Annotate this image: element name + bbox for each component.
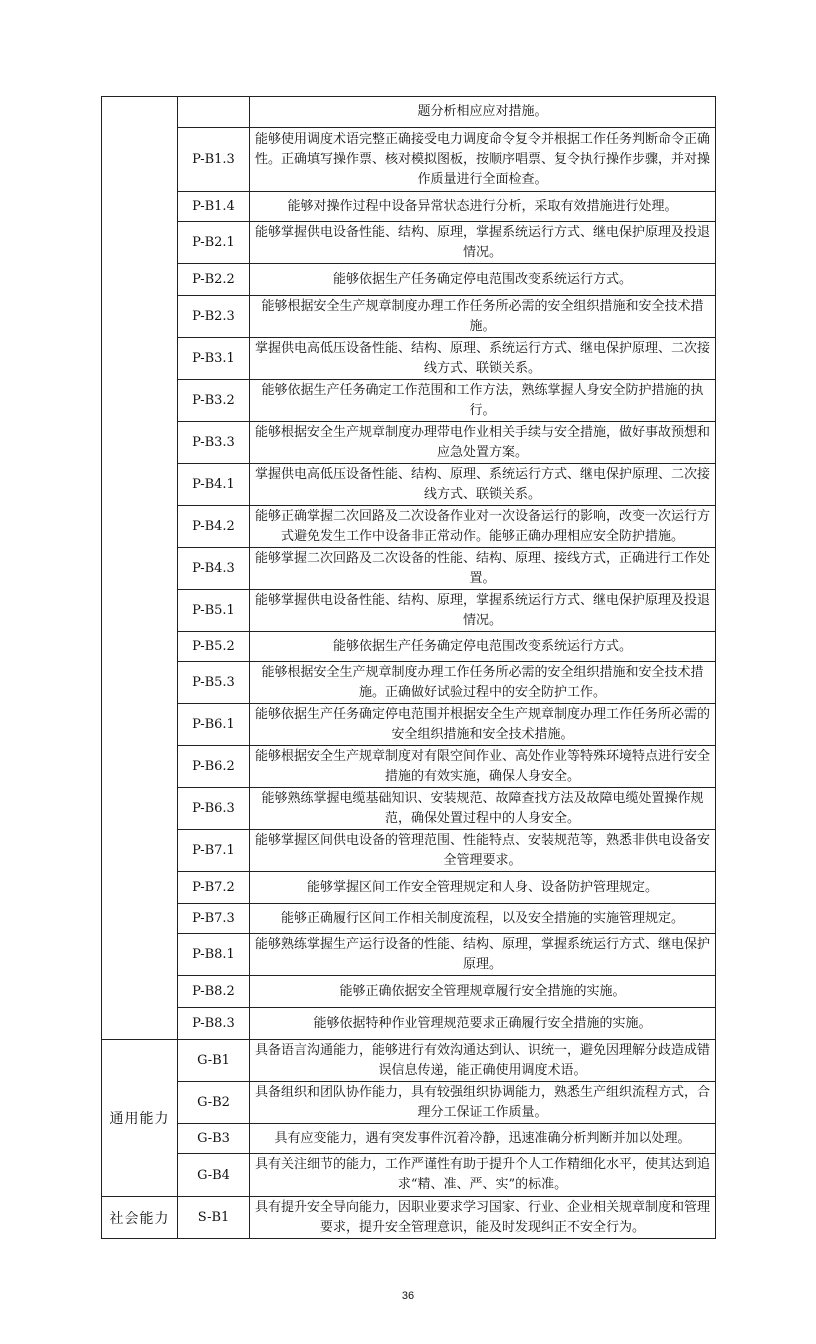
row-code: P-B7.3	[178, 904, 250, 934]
row-description: 能够依据生产任务确定停电范围改变系统运行方式。	[250, 632, 716, 662]
row-description: 能够根据安全生产规章制度办理工作任务所必需的安全组织措施和安全技术措施。	[250, 296, 716, 338]
table-row	[102, 296, 716, 338]
row-description: 能够使用调度术语完整正确接受电力调度命令复令并根据工作任务判断命令正确性。正确填写操作票、核对模拟图板，按顺序唱票、复令执行操作步骤，并对操作质量进行全面检查。	[250, 128, 716, 192]
table-row	[102, 548, 716, 590]
row-description: 具备语言沟通能力，能够进行有效沟通达到认、识统一，避免因理解分歧造成错误信息传递，能正确使用调度术语。	[250, 1040, 716, 1082]
row-code: P-B2.3	[178, 296, 250, 338]
row-code: P-B3.1	[178, 338, 250, 380]
row-description: 能够掌握区间供电设备的管理范围、性能特点、安装规范等，熟悉非供电设备安全管理要求。	[250, 830, 716, 872]
row-code: P-B8.2	[178, 976, 250, 1008]
table-row	[102, 632, 716, 662]
category-cell-professional	[102, 97, 178, 1040]
row-description: 能够根据安全生产规章制度办理带电作业相关手续与安全措施，做好事故预想和应急处置方案。	[250, 422, 716, 464]
table-row	[102, 192, 716, 222]
row-description: 具有提升安全导向能力，因职业要求学习国家、行业、企业相关规章制度和管理要求，提升安全管理意识，能及时发现纠正不安全行为。	[250, 1197, 716, 1239]
table-row	[102, 128, 716, 192]
table-row	[102, 464, 716, 506]
row-code: P-B8.3	[178, 1008, 250, 1040]
row-description: 能够依据生产任务确定停电范围改变系统运行方式。	[250, 264, 716, 296]
row-description: 能够掌握供电设备性能、结构、原理，掌握系统运行方式、继电保护原理及投退情况。	[250, 590, 716, 632]
row-description: 能够根据安全生产规章制度办理工作任务所必需的安全组织措施和安全技术措施。正确做好试验过程中的安全防护工作。	[250, 662, 716, 704]
table-row	[102, 662, 716, 704]
row-code: G-B1	[178, 1040, 250, 1082]
row-code: P-B1.4	[178, 192, 250, 222]
table-row	[102, 1008, 716, 1040]
row-description: 具有关注细节的能力，工作严谨性有助于提升个人工作精细化水平，使其达到追求“精、准、严、实”的标准。	[250, 1154, 716, 1197]
table-row	[102, 222, 716, 264]
table-row	[102, 788, 716, 830]
row-code: P-B7.2	[178, 872, 250, 904]
row-code: P-B1.3	[178, 128, 250, 192]
page-number: 36	[401, 1290, 415, 1302]
table-row	[102, 422, 716, 464]
row-code: P-B3.3	[178, 422, 250, 464]
row-code: P-B5.3	[178, 662, 250, 704]
table-row	[102, 704, 716, 746]
row-code: P-B6.2	[178, 746, 250, 788]
row-code: P-B4.1	[178, 464, 250, 506]
row-code: P-B2.1	[178, 222, 250, 264]
row-code: P-B6.3	[178, 788, 250, 830]
row-code: S-B1	[178, 1197, 250, 1239]
category-cell-social: 社会能力	[102, 1197, 178, 1239]
table-row	[102, 1154, 716, 1197]
table-row	[102, 904, 716, 934]
category-cell-general: 通用能力	[102, 1040, 178, 1197]
row-description: 能够掌握区间工作安全管理规定和人身、设备防护管理规定。	[250, 872, 716, 904]
row-description: 能够正确依据安全管理规章履行安全措施的实施。	[250, 976, 716, 1008]
row-code	[178, 97, 250, 128]
table-row	[102, 976, 716, 1008]
row-description: 能够正确掌握二次回路及二次设备作业对一次设备运行的影响，改变一次运行方式避免发生工作中设备非正常动作。能够正确办理相应安全防护措施。	[250, 506, 716, 548]
table-row	[102, 97, 716, 128]
row-description: 能够依据特种作业管理规范要求正确履行安全措施的实施。	[250, 1008, 716, 1040]
row-description: 掌握供电高低压设备性能、结构、原理、系统运行方式、继电保护原理、二次接线方式、联锁关系。	[250, 464, 716, 506]
row-code: G-B4	[178, 1154, 250, 1197]
row-code: P-B3.2	[178, 380, 250, 422]
row-code: P-B2.2	[178, 264, 250, 296]
table-row	[102, 934, 716, 976]
row-code: P-B7.1	[178, 830, 250, 872]
table-row	[102, 830, 716, 872]
table-row	[102, 590, 716, 632]
row-code: P-B5.2	[178, 632, 250, 662]
row-description: 能够熟练掌握电缆基础知识、安装规范、故障查找方法及故障电缆处置操作规范，确保处置过程中的人身安全。	[250, 788, 716, 830]
row-code: P-B4.2	[178, 506, 250, 548]
table-row	[102, 380, 716, 422]
row-description: 能够对操作过程中设备异常状态进行分析，采取有效措施进行处理。	[250, 192, 716, 222]
row-code: G-B2	[178, 1082, 250, 1124]
table-row	[102, 506, 716, 548]
row-description: 能够根据安全生产规章制度对有限空间作业、高处作业等特殊环境特点进行安全措施的有效实施，确保人身安全。	[250, 746, 716, 788]
row-description: 题分析相应应对措施。	[250, 97, 716, 128]
row-description: 能够正确履行区间工作相关制度流程，以及安全措施的实施管理规定。	[250, 904, 716, 934]
table-row	[102, 872, 716, 904]
row-code: P-B4.3	[178, 548, 250, 590]
row-description: 掌握供电高低压设备性能、结构、原理、系统运行方式、继电保护原理、二次接线方式、联锁关系。	[250, 338, 716, 380]
table-row	[102, 1082, 716, 1124]
table-row	[102, 746, 716, 788]
row-description: 具有应变能力，遇有突发事件沉着冷静，迅速准确分析判断并加以处理。	[250, 1124, 716, 1154]
row-code: P-B8.1	[178, 934, 250, 976]
row-description: 具备组织和团队协作能力，具有较强组织协调能力，熟悉生产组织流程方式，合理分工保证工作质量。	[250, 1082, 716, 1124]
row-description: 能够依据生产任务确定工作范围和工作方法，熟练掌握人身安全防护措施的执行。	[250, 380, 716, 422]
row-description: 能够掌握供电设备性能、结构、原理，掌握系统运行方式、继电保护原理及投退情况。	[250, 222, 716, 264]
table-row	[102, 338, 716, 380]
row-description: 能够熟练掌握生产运行设备的性能、结构、原理，掌握系统运行方式、继电保护原理。	[250, 934, 716, 976]
ability-table	[101, 96, 716, 1239]
row-code: P-B6.1	[178, 704, 250, 746]
row-description: 能够依据生产任务确定停电范围并根据安全生产规章制度办理工作任务所必需的安全组织措施和安全技术措施。	[250, 704, 716, 746]
table-row	[102, 1124, 716, 1154]
row-code: P-B5.1	[178, 590, 250, 632]
table-row	[102, 1197, 716, 1239]
row-code: G-B3	[178, 1124, 250, 1154]
table-row	[102, 1040, 716, 1082]
table-row	[102, 264, 716, 296]
row-description: 能够掌握二次回路及二次设备的性能、结构、原理、接线方式，正确进行工作处置。	[250, 548, 716, 590]
